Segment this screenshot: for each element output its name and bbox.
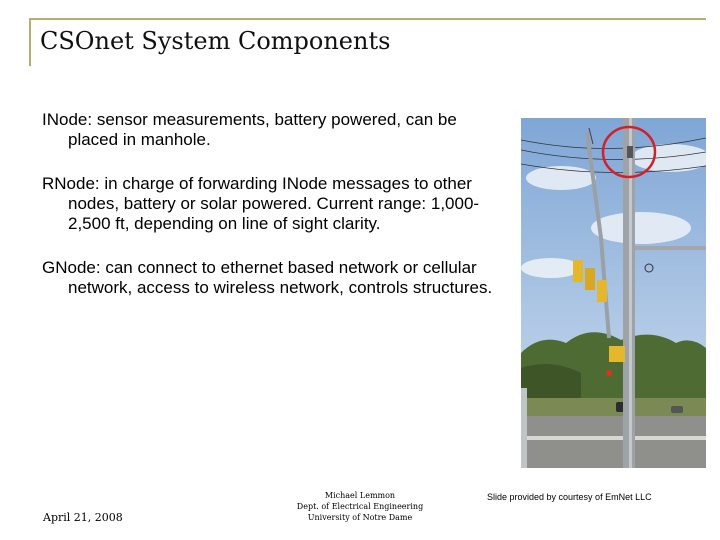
inode-text: sensor measurements, battery powered, can be placed in manhole. [68,110,457,149]
rnode-text: in charge of forwarding INode messages to other nodes, battery or solar powered. Current range: 1,000-2,500 ft, depending on line of sight clarity. [68,174,480,233]
traffic-light-icon [585,268,595,290]
road-line [521,436,706,440]
pedestrian-signal-icon [609,346,625,362]
inode-paragraph [42,110,507,150]
rnode-term: RNode: [42,174,100,193]
footer-date: April 21, 2008 [43,511,123,524]
rnode-paragraph [42,174,507,234]
traffic-light-icon [573,260,583,282]
gnode-paragraph [42,258,507,298]
title-frame-top [29,18,706,20]
road [521,416,706,468]
sensor-node-icon [627,146,633,158]
author-department: Dept. of Electrical Engineering [296,502,424,511]
author-name: Michael Lemmon [324,491,396,500]
gnode-term: GNode: [42,258,101,277]
signal-lamp [606,370,612,376]
traffic-pole-photo [521,118,706,468]
author-university: University of Notre Dame [307,513,413,522]
pole-highlight [629,118,632,468]
slide-title: CSOnet System Components [40,27,391,55]
edge-pole [521,388,527,468]
footer-credit: Slide provided by courtesy of EmNet LLC [487,492,652,502]
traffic-pole-illustration [521,118,706,468]
title-frame-left [29,18,31,66]
mast-arm [635,246,706,250]
inode-term: INode: [42,110,93,129]
traffic-light-icon [597,280,607,302]
gnode-text: can connect to ethernet based network or cellular network, access to wireless network, controls structures. [68,258,493,297]
footer-author [290,490,430,523]
car-icon [671,406,683,413]
slide-body [42,110,507,322]
